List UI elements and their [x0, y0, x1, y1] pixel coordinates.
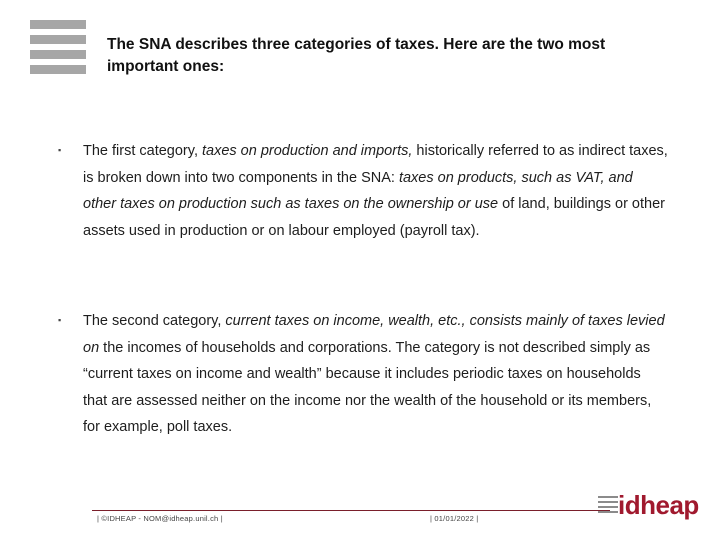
logo-lines-icon	[598, 496, 618, 516]
bullet-marker: ▪	[58, 315, 62, 325]
paragraph-text: of land, buildings or other assets used in production or on labour employed (payroll tax).	[83, 196, 665, 239]
footer-divider	[92, 510, 610, 511]
paragraph-italic-text: taxes on production and imports,	[202, 143, 413, 159]
paragraph-italic-text: taxes on products, such as VAT, and other taxes on production such as taxes on the ownership or use	[83, 169, 633, 213]
logo-bar-icon	[30, 35, 86, 44]
footer-contact: | ©IDHEAP - NOM@idheap.unil.ch |	[97, 514, 223, 523]
bullet-paragraph-1	[83, 138, 668, 244]
paragraph-text: The first category,	[83, 143, 202, 159]
bullet-marker: ▪	[58, 145, 62, 155]
paragraph-text: the incomes of households and corporations. The category is not described simply as “current taxes on income and wealth” because it includes periodic taxes on households that are assessed neither on the income nor the wealth of the household or its members, for example, poll taxes.	[83, 339, 652, 436]
slide-title: The SNA describes three categories of taxes. Here are the two most important ones:	[107, 36, 606, 75]
brand-wordmark: idheap	[618, 490, 699, 520]
logo-bar-icon	[30, 65, 86, 74]
bullet-paragraph-2	[83, 308, 668, 441]
idheap-logo	[598, 490, 699, 520]
logo-bar-icon	[30, 20, 86, 29]
logo-bar-icon	[30, 50, 86, 59]
paragraph-italic-text: current taxes on income, wealth, etc., consists mainly of taxes levied on	[83, 313, 665, 356]
footer-date: | 01/01/2022 |	[430, 514, 479, 523]
paragraph-text: The second category,	[83, 313, 226, 329]
paragraph-text: historically referred to as indirect taxes, is broken down into two components in the SNA:	[83, 143, 668, 186]
